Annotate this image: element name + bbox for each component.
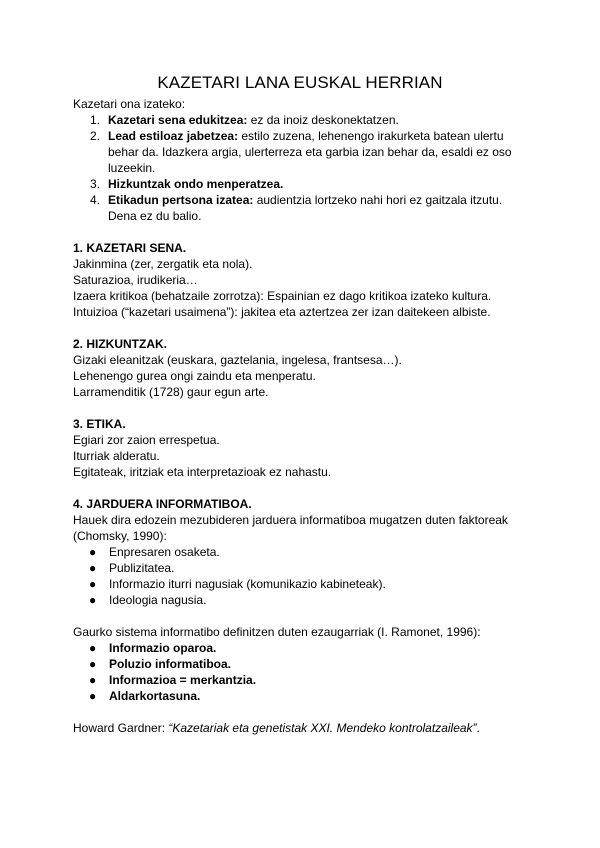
section-line: Larramenditik (1728) gaur egun arte. bbox=[73, 385, 269, 399]
section-line: Izaera kritikoa (behatzaile zorrotza): Espainian ez dago kritikoa izateko kultura. bbox=[73, 289, 492, 303]
bullet-icon: ● bbox=[89, 641, 97, 655]
section-line: Intuizioa (“kazetari usaimena”): jakitea eta aztertzea zer izan daitekeen albiste. bbox=[73, 305, 491, 319]
bullet-item bbox=[73, 640, 533, 656]
bullet-text: Aldarkortasuna. bbox=[109, 689, 201, 703]
bullet-item bbox=[73, 576, 533, 592]
section-heading-text: 1. KAZETARI SENA. bbox=[73, 241, 187, 255]
bullet-item bbox=[73, 672, 533, 688]
list-item-text: ez da inoiz deskonektatzen. bbox=[247, 113, 399, 127]
bullet-text: Poluzio informatiboa. bbox=[109, 657, 231, 671]
intro-numbered-list bbox=[73, 112, 533, 224]
bullet-item bbox=[73, 544, 533, 560]
bullet-icon: ● bbox=[89, 673, 97, 687]
bullet-icon: ● bbox=[89, 593, 97, 607]
section-heading bbox=[73, 240, 533, 256]
quote-line bbox=[73, 720, 533, 736]
section-line: Gizaki eleanitzak (euskara, gaztelania, ingelesa, frantsesa…). bbox=[73, 353, 402, 367]
list-number: 3. bbox=[90, 177, 101, 191]
section-paragraph: Hauek dira edozein mezubideren jarduera informatiboa mugatzen duten faktoreak (Chomsky, 1990): bbox=[73, 513, 508, 543]
bullet-icon: ● bbox=[89, 545, 97, 559]
section-line: Saturazioa, irudikeria… bbox=[73, 273, 198, 287]
bullet-item bbox=[73, 656, 533, 672]
list-number: 2. bbox=[90, 129, 101, 143]
document-body bbox=[73, 96, 533, 736]
bullet-text: Ideologia nagusia. bbox=[109, 593, 207, 607]
list-item-bold: Hizkuntzak ondo menperatzea. bbox=[108, 177, 284, 191]
intro-text: Kazetari ona izateko: bbox=[73, 97, 186, 111]
list-item bbox=[73, 192, 533, 224]
feature-bullet-list bbox=[73, 640, 533, 704]
bullet-text: Informazio iturri nagusiak (komunikazio kabineteak). bbox=[109, 577, 386, 591]
bullet-text: Enpresaren osaketa. bbox=[109, 545, 220, 559]
document-title: KAZETARI LANA EUSKAL HERRIAN bbox=[157, 73, 443, 92]
factor-bullet-list bbox=[73, 544, 533, 608]
quote-text: “Kazetariak eta genetistak XXI. Mendeko kontrolatzaileak” bbox=[168, 721, 477, 735]
bullet-icon: ● bbox=[89, 657, 97, 671]
list-number: 4. bbox=[90, 193, 101, 207]
section-heading-text: 4. JARDUERA INFORMATIBOA. bbox=[73, 497, 252, 511]
list-item bbox=[73, 176, 533, 192]
section-line: Egitateak, iritziak eta interpretazioak ez nahastu. bbox=[73, 465, 332, 479]
quote-author: Howard Gardner: bbox=[73, 721, 169, 735]
bullet-text: Informazio oparoa. bbox=[109, 641, 217, 655]
list-item-bold: Lead estiloaz jabetzea: bbox=[108, 129, 239, 143]
section-paragraph: Gaurko sistema informatibo definitzen duten ezaugarriak (I. Ramonet, 1996): bbox=[73, 625, 481, 639]
section-line: Egiari zor zaion errespetua. bbox=[73, 433, 220, 447]
section-heading bbox=[73, 336, 533, 352]
section-heading bbox=[73, 416, 533, 432]
list-item-text: estilo zuzena, lehenengo irakurketa batean ulertu behar da. Idazkera argia, ulerterreza eta garbia izan behar da, esaldi ez oso luzeekin. bbox=[108, 129, 512, 175]
bullet-icon: ● bbox=[89, 577, 97, 591]
list-item bbox=[73, 128, 533, 176]
bullet-text: Informazioa = merkantzia. bbox=[109, 673, 257, 687]
bullet-icon: ● bbox=[89, 561, 97, 575]
section-line: Iturriak alderatu. bbox=[73, 449, 160, 463]
section-line: Jakinmina (zer, zergatik eta nola). bbox=[73, 257, 253, 271]
list-item-bold: Kazetari sena edukitzea: bbox=[108, 113, 248, 127]
bullet-item bbox=[73, 688, 533, 704]
list-item-text: audientzia lortzeko nahi hori ez gaitzala itzutu. Dena ez du balio. bbox=[108, 193, 503, 223]
section-line: Lehenengo gurea ongi zaindu eta menperatu. bbox=[73, 369, 316, 383]
section-heading-text: 3. ETIKA. bbox=[73, 417, 126, 431]
section-heading bbox=[73, 496, 533, 512]
list-item-bold: Etikadun pertsona izatea: bbox=[108, 193, 254, 207]
bullet-icon: ● bbox=[89, 689, 97, 703]
section-heading-text: 2. HIZKUNTZAK. bbox=[73, 337, 167, 351]
bullet-item bbox=[73, 592, 533, 608]
bullet-item bbox=[73, 560, 533, 576]
list-number: 1. bbox=[90, 113, 101, 127]
quote-end: . bbox=[476, 721, 480, 735]
bullet-text: Publizitatea. bbox=[109, 561, 175, 575]
list-item bbox=[73, 112, 533, 128]
